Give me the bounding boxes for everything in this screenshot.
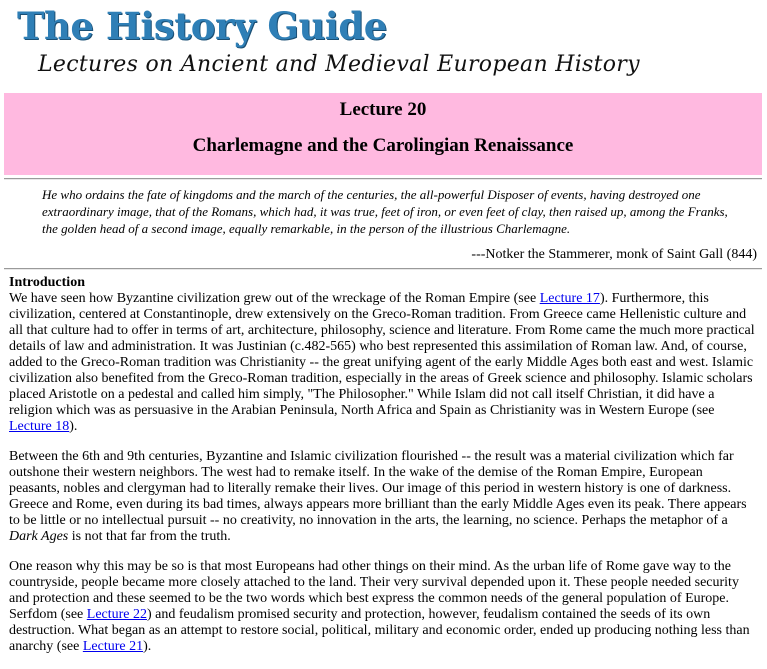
- section-heading: Introduction: [9, 275, 85, 290]
- paragraph-text: ).: [143, 639, 152, 654]
- epigraph-attribution: ---Notker the Stammerer, monk of Saint Gall (844): [471, 247, 757, 262]
- lecture-17-link[interactable]: Lecture 17: [539, 291, 600, 306]
- epigraph-quote: He who ordains the fate of kingdoms and the march of the centuries, the all-powerful Disposer of events, having destroyed one extraordinary image, that of the Romans, which had, it was true, feet of iron, or even feet of clay, then raised up, among the Franks, the golden head of a second image, equally remarkable, in the person of the illustrious Charlemagne.: [42, 187, 728, 236]
- lecture-header: [4, 93, 762, 175]
- lecture-title: Charlemagne and the Carolingian Renaissance: [192, 135, 574, 156]
- lecture-18-link[interactable]: Lecture 18: [9, 419, 70, 434]
- paragraph-text: is not that far from the truth.: [68, 529, 231, 544]
- paragraph-2: [9, 449, 757, 545]
- paragraph-3: [9, 559, 757, 655]
- site-logo-subtitle: Lectures on Ancient and Medieval European History: [38, 52, 640, 77]
- paragraph-text: ).: [69, 419, 78, 434]
- paragraph-1: [9, 291, 757, 435]
- paragraph-text: ) and feudalism promised security and protection, however, feudalism contained the seeds of its own destruction. What began as an attempt to restore social, political, military and economic order, ended up producing nothing less than anarchy (see: [9, 607, 750, 654]
- site-banner[interactable]: [0, 0, 767, 90]
- lecture-22-link[interactable]: Lecture 22: [86, 607, 148, 622]
- lecture-number: Lecture 20: [339, 99, 427, 120]
- lecture-21-link[interactable]: Lecture 21: [82, 639, 144, 654]
- dark-ages-emphasis: Dark Ages: [9, 529, 69, 544]
- paragraph-text: We have seen how Byzantine civilization grew out of the wreckage of the Roman Empire (see: [9, 291, 540, 306]
- divider-bottom: [4, 268, 762, 270]
- divider-top: [4, 178, 762, 180]
- paragraph-text: Between the 6th and 9th centuries, Byzantine and Islamic civilization flourished -- the result was a material civilization which far outshone their western neighbors. The west had to remake itself. In the wake of the demise of the Roman Empire, European peasants, nobles and clergyman had to literally remake their lives. Our image of this period in western history is one of darkness. Greece and Rome, even during its bad times, always appears more brilliant than the early Middle Ages even its peak. There appears to be little or no intellectual pursuit -- no creativity, no innovation in the arts, the learning, no science. Perhaps the metaphor of a: [9, 449, 747, 528]
- lecture-content: [9, 275, 757, 669]
- site-logo-title[interactable]: The History Guide: [17, 4, 387, 48]
- paragraph-text: One reason why this may be so is that most Europeans had other things on their mind. As the urban life of Rome gave way to the countryside, people became more closely attached to the land. Their very survival depended upon it. These people needed security and protection and these seemed to be the two words which best express the common needs of the general population of Europe. Serfdom (see: [9, 559, 739, 622]
- paragraph-text: ). Furthermore, this civilization, centered at Constantinople, drew extensively on the Greco-Roman tradition. From Greece came Hellenistic culture and all that culture had to offer in terms of art, architecture, philosophy, science and literature. From Rome came the much more practical details of law and administration. It was Justinian (c.482-565) who best represented this assimilation of Roman law. And, of course, added to the Greco-Roman tradition was Christianity -- the great unifying agent of the early Middle Ages both east and west. Islamic civilization also benefited from the Greco-Roman tradition, especially in the areas of Greek science and philosophy. Islamic scholars placed Aristotle on a pedestal and called him simply, "The Philosopher." While Islam did not call itself Christian, it did have a religion which was as persuasive in the Arabian Peninsula, North Africa and Spain as Christianity was in Western Europe (see: [9, 291, 755, 418]
